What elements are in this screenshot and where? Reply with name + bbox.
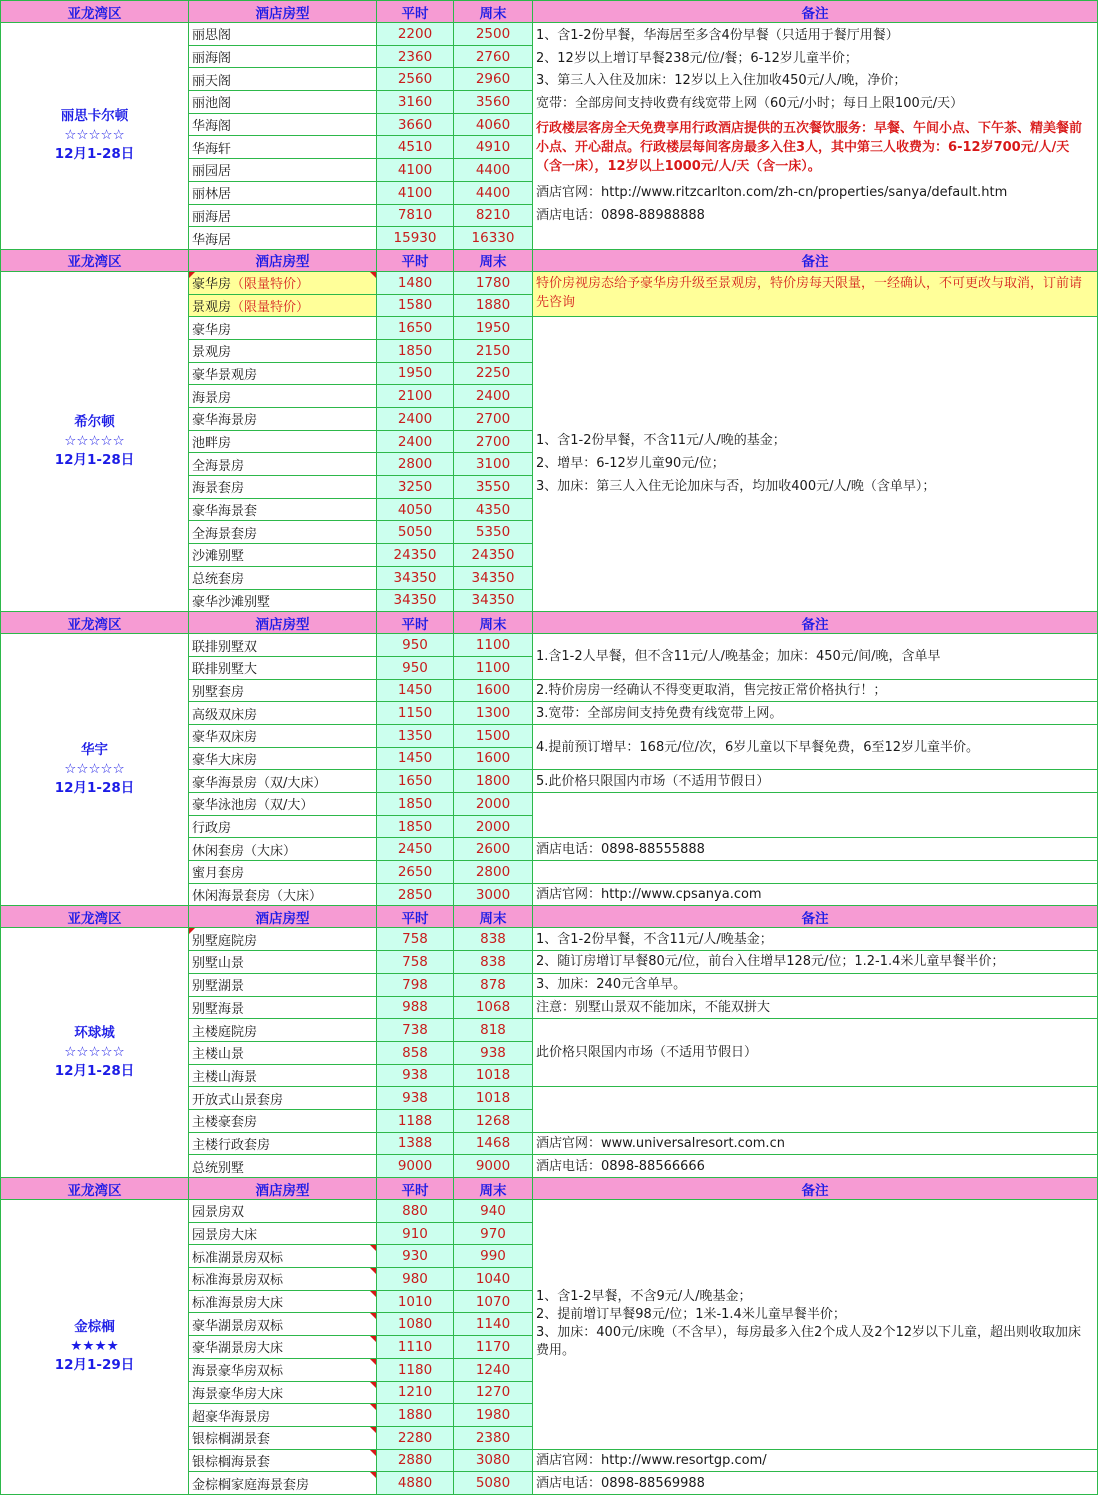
weekend-price: 818 xyxy=(454,1019,533,1042)
weekday-price: 2850 xyxy=(377,883,454,906)
weekend-header: 周末 xyxy=(454,906,533,928)
weekday-price: 1210 xyxy=(377,1381,454,1404)
hotel-website: 酒店官网：www.universalresort.com.cn xyxy=(533,1132,1098,1155)
weekday-price: 5050 xyxy=(377,521,454,544)
weekend-price: 5080 xyxy=(454,1472,533,1495)
room-name: 豪华海景套 xyxy=(189,498,377,521)
weekday-price: 2880 xyxy=(377,1449,454,1472)
weekday-price: 3660 xyxy=(377,113,454,136)
special-price-note: 特价房视房态给予豪华房升级至景观房，特价房每天限量，一经确认，不可更改与取消，订前请先咨询 xyxy=(533,271,1098,316)
weekday-price: 7810 xyxy=(377,204,454,227)
weekend-price: 3560 xyxy=(454,91,533,114)
weekday-price: 4050 xyxy=(377,498,454,521)
room-name: 标准海景房双标 xyxy=(189,1268,377,1291)
room-name: 豪华大床房 xyxy=(189,747,377,770)
room-name: 豪华房 xyxy=(189,317,377,340)
room-name: 主楼山海景 xyxy=(189,1064,377,1087)
room-name: 标准湖景房双标 xyxy=(189,1245,377,1268)
room-name: 金棕榈家庭海景套房 xyxy=(189,1472,377,1495)
note-line: 注意：别墅山景双不能加床，不能双拼大 xyxy=(533,996,1098,1019)
room-name: 开放式山景套房 xyxy=(189,1087,377,1110)
weekend-price: 1600 xyxy=(454,747,533,770)
weekend-price: 2960 xyxy=(454,68,533,91)
weekend-price: 4910 xyxy=(454,136,533,159)
room-name: 海景豪华房双标 xyxy=(189,1358,377,1381)
weekday-price: 950 xyxy=(377,634,454,657)
room-type-header: 酒店房型 xyxy=(189,906,377,928)
weekday-price: 1850 xyxy=(377,339,454,362)
hotel-dates: 12月1-28日 xyxy=(54,1063,135,1080)
note-blank xyxy=(533,1087,1098,1132)
room-name: 海景房 xyxy=(189,385,377,408)
hotel-dates: 12月1-28日 xyxy=(54,780,135,797)
note-line: 2、随订房增订早餐80元/位，前台入住增早128元/位；1.2-1.4米儿童早餐半价； xyxy=(533,951,1098,974)
room-name: 丽思阁 xyxy=(189,23,377,46)
weekday-price: 34350 xyxy=(377,589,454,612)
weekend-price: 1880 xyxy=(454,294,533,317)
weekday-header: 平时 xyxy=(377,612,454,634)
room-name: 豪华海景房（双/大床） xyxy=(189,770,377,793)
weekend-price: 1270 xyxy=(454,1381,533,1404)
weekday-price: 1180 xyxy=(377,1358,454,1381)
room-name: 豪华湖景房双标 xyxy=(189,1313,377,1336)
weekday-header: 平时 xyxy=(377,1,454,23)
note-line: 5.此价格只限国内市场（不适用节假日） xyxy=(533,770,1098,793)
room-name: 豪华湖景房大床 xyxy=(189,1336,377,1359)
room-name: 池畔房 xyxy=(189,430,377,453)
weekend-price: 2600 xyxy=(454,838,533,861)
hotel-website: 酒店官网：http://www.cpsanya.com xyxy=(533,883,1098,906)
weekend-header: 周末 xyxy=(454,1,533,23)
weekend-price: 1268 xyxy=(454,1109,533,1132)
weekday-price: 910 xyxy=(377,1222,454,1245)
room-type-header: 酒店房型 xyxy=(189,1178,377,1200)
note-line: 2.特价房房一经确认不得变更取消，售完按正常价格执行！； xyxy=(533,679,1098,702)
weekday-price: 1010 xyxy=(377,1290,454,1313)
area-header: 亚龙湾区 xyxy=(1,612,189,634)
room-name: 主楼庭院房 xyxy=(189,1019,377,1042)
weekend-price: 3000 xyxy=(454,883,533,906)
room-name: 蜜月套房 xyxy=(189,861,377,884)
room-name: 总统别墅 xyxy=(189,1155,377,1178)
hotel-info-cell xyxy=(1,271,189,611)
weekend-price: 2500 xyxy=(454,23,533,46)
weekday-price: 2560 xyxy=(377,68,454,91)
weekend-price: 8210 xyxy=(454,204,533,227)
notes-header: 备注 xyxy=(533,249,1098,271)
room-name: 别墅庭院房 xyxy=(189,928,377,951)
weekday-price: 1350 xyxy=(377,724,454,747)
weekend-price: 1468 xyxy=(454,1132,533,1155)
table-row xyxy=(1,1200,1098,1223)
weekend-price: 4060 xyxy=(454,113,533,136)
note-line: 1、含1-2份早餐，华海居至多含4份早餐（只适用于餐厅用餐） xyxy=(536,28,899,43)
room-name: 华海轩 xyxy=(189,136,377,159)
weekday-price: 1950 xyxy=(377,362,454,385)
section-header xyxy=(1,249,1098,271)
room-name: 联排别墅大 xyxy=(189,656,377,679)
weekday-price: 988 xyxy=(377,996,454,1019)
weekday-price: 2100 xyxy=(377,385,454,408)
room-name xyxy=(189,294,377,317)
weekend-price: 2380 xyxy=(454,1426,533,1449)
weekend-price: 2700 xyxy=(454,430,533,453)
weekend-price: 1800 xyxy=(454,770,533,793)
room-name: 海景豪华房大床 xyxy=(189,1381,377,1404)
room-name: 豪华泳池房（双/大） xyxy=(189,793,377,816)
weekday-header: 平时 xyxy=(377,906,454,928)
weekend-price: 16330 xyxy=(454,227,533,250)
weekday-price: 3250 xyxy=(377,476,454,499)
weekday-price: 738 xyxy=(377,1019,454,1042)
weekend-price: 838 xyxy=(454,928,533,951)
room-type-header: 酒店房型 xyxy=(189,1,377,23)
notes-header: 备注 xyxy=(533,612,1098,634)
weekend-price: 2400 xyxy=(454,385,533,408)
room-name: 休闲套房（大床） xyxy=(189,838,377,861)
special-tag: （限量特价） xyxy=(231,299,310,315)
weekend-price: 4400 xyxy=(454,159,533,182)
weekday-price: 9000 xyxy=(377,1155,454,1178)
weekend-price: 878 xyxy=(454,973,533,996)
weekday-price: 4100 xyxy=(377,181,454,204)
weekday-price: 858 xyxy=(377,1041,454,1064)
weekend-price: 2150 xyxy=(454,339,533,362)
room-name: 休闲海景套房（大床） xyxy=(189,883,377,906)
hotel-phone: 酒店电话：0898-88555888 xyxy=(533,838,1098,861)
weekend-price: 1950 xyxy=(454,317,533,340)
weekday-price: 24350 xyxy=(377,544,454,567)
weekday-price: 1880 xyxy=(377,1404,454,1427)
hotel-stars: ★★★★ xyxy=(70,1338,119,1355)
notes-cell xyxy=(533,23,1098,250)
special-tag: （限量特价） xyxy=(231,277,310,293)
note-line: 3、第三人入住及加床：12岁以上入住加收450元/人/晚，净价； xyxy=(536,73,907,89)
weekend-price: 3550 xyxy=(454,476,533,499)
weekday-price: 1650 xyxy=(377,770,454,793)
hotel-phone: 酒店电话：0898-88988888 xyxy=(536,207,705,223)
table-row xyxy=(1,23,1098,46)
weekend-price: 5350 xyxy=(454,521,533,544)
weekday-header: 平时 xyxy=(377,249,454,271)
weekend-price: 2000 xyxy=(454,793,533,816)
room-name: 总统套房 xyxy=(189,566,377,589)
hotel-phone: 酒店电话：0898-88566666 xyxy=(533,1155,1098,1178)
weekday-price: 1580 xyxy=(377,294,454,317)
hotel-info-cell xyxy=(1,928,189,1178)
room-name: 银棕榈湖景套 xyxy=(189,1426,377,1449)
section-header xyxy=(1,612,1098,634)
notes-cell xyxy=(533,1200,1098,1450)
weekday-price: 2200 xyxy=(377,23,454,46)
weekend-price: 2000 xyxy=(454,815,533,838)
executive-floor-note: 行政楼层客房全天免费享用行政酒店提供的五次餐饮服务：早餐、午间小点、下午茶、精美餐前小点、开心甜点。行政楼层每间客房最多入住3人，其中第三人收费为：6-12岁700元/人/天（含一床），12岁以上1000元/人/天（含一床）。 xyxy=(536,120,1083,174)
weekend-price: 4400 xyxy=(454,181,533,204)
weekday-price: 980 xyxy=(377,1268,454,1291)
weekend-price: 990 xyxy=(454,1245,533,1268)
room-name: 主楼山景 xyxy=(189,1041,377,1064)
weekday-price: 15930 xyxy=(377,227,454,250)
weekend-price: 1070 xyxy=(454,1290,533,1313)
weekday-price: 950 xyxy=(377,656,454,679)
weekend-price: 940 xyxy=(454,1200,533,1223)
note-line: 3、加床：400元/床晚（不含早），每房最多入住2个成人及2个12岁以下儿童，超出则收取加床费用。 xyxy=(536,1325,1082,1359)
room-name: 园景房双 xyxy=(189,1200,377,1223)
hotel-stars: ☆☆☆☆☆ xyxy=(64,433,125,450)
section-header xyxy=(1,1,1098,23)
weekend-header: 周末 xyxy=(454,612,533,634)
weekend-price: 1980 xyxy=(454,1404,533,1427)
weekend-price: 1780 xyxy=(454,271,533,294)
weekend-price: 34350 xyxy=(454,566,533,589)
hotel-name: 希尔顿 xyxy=(74,414,115,431)
hotel-info-cell xyxy=(1,23,189,250)
weekend-price: 1300 xyxy=(454,702,533,725)
note-line: 宽带：全部房间支持收费有线宽带上网（60元/小时；每日上限100元/天） xyxy=(536,96,964,112)
weekend-price: 9000 xyxy=(454,1155,533,1178)
room-name: 主楼豪套房 xyxy=(189,1109,377,1132)
hotel-name: 华宇 xyxy=(81,742,108,759)
hotel-website: 酒店官网：http://www.ritzcarlton.com/zh-cn/properties/sanya/default.htm xyxy=(536,184,1008,200)
room-name: 行政房 xyxy=(189,815,377,838)
weekday-price: 1110 xyxy=(377,1336,454,1359)
room-name: 联排别墅双 xyxy=(189,634,377,657)
notes-header: 备注 xyxy=(533,906,1098,928)
weekday-price: 1850 xyxy=(377,793,454,816)
area-header: 亚龙湾区 xyxy=(1,1,189,23)
weekday-price: 1650 xyxy=(377,317,454,340)
hotel-name: 环球城 xyxy=(74,1025,115,1042)
table-row xyxy=(1,271,1098,294)
weekend-price: 1018 xyxy=(454,1064,533,1087)
room-type-header: 酒店房型 xyxy=(189,249,377,271)
weekend-price: 2760 xyxy=(454,45,533,68)
weekday-price: 2360 xyxy=(377,45,454,68)
note-line: 3、加床：240元含单早。 xyxy=(533,973,1098,996)
room-name: 丽池阁 xyxy=(189,91,377,114)
room-name: 沙滩别墅 xyxy=(189,544,377,567)
note-line: 2、增早：6-12岁儿童90元/位； xyxy=(536,455,725,471)
room-name: 海景套房 xyxy=(189,476,377,499)
weekend-price: 1068 xyxy=(454,996,533,1019)
room-name-text: 豪华房 xyxy=(192,277,232,293)
weekday-price: 1450 xyxy=(377,747,454,770)
weekday-header: 平时 xyxy=(377,1178,454,1200)
hotel-name: 丽思卡尔顿 xyxy=(60,108,129,125)
section-header xyxy=(1,1178,1098,1200)
weekend-header: 周末 xyxy=(454,249,533,271)
weekend-price: 1040 xyxy=(454,1268,533,1291)
weekend-price: 1100 xyxy=(454,634,533,657)
notes-header: 备注 xyxy=(533,1,1098,23)
room-name: 园景房大床 xyxy=(189,1222,377,1245)
weekend-price: 3100 xyxy=(454,453,533,476)
room-name-text: 景观房 xyxy=(192,299,232,315)
area-header: 亚龙湾区 xyxy=(1,249,189,271)
room-name: 丽海居 xyxy=(189,204,377,227)
room-name: 丽海阁 xyxy=(189,45,377,68)
table-row xyxy=(1,634,1098,657)
room-name: 别墅山景 xyxy=(189,951,377,974)
hotel-name: 金棕榈 xyxy=(74,1319,115,1336)
room-name: 丽园居 xyxy=(189,159,377,182)
note-line: 2、12岁以上增订早餐238元/位/餐；6-12岁儿童半价； xyxy=(536,50,858,66)
weekday-price: 1480 xyxy=(377,271,454,294)
weekday-price: 938 xyxy=(377,1087,454,1110)
note-line: 1.含1-2人早餐，但不含11元/人/晚基金；加床：450元/间/晚，含单早 xyxy=(533,634,1098,679)
weekend-price: 2800 xyxy=(454,861,533,884)
weekday-price: 1080 xyxy=(377,1313,454,1336)
room-name: 高级双床房 xyxy=(189,702,377,725)
note-blank xyxy=(533,793,1098,838)
weekday-price: 798 xyxy=(377,973,454,996)
hotel-stars: ☆☆☆☆☆ xyxy=(64,127,125,144)
weekend-price: 1100 xyxy=(454,656,533,679)
room-name: 全海景房 xyxy=(189,453,377,476)
note-line: 3.宽带：全部房间支持免费有线宽带上网。 xyxy=(533,702,1098,725)
room-name: 丽林居 xyxy=(189,181,377,204)
weekday-price: 4510 xyxy=(377,136,454,159)
weekend-price: 838 xyxy=(454,951,533,974)
hotel-stars: ☆☆☆☆☆ xyxy=(64,1044,125,1061)
note-line: 2、提前增订早餐98元/位；1米-1.4米儿童早餐半价； xyxy=(536,1307,846,1323)
room-name: 主楼行政套房 xyxy=(189,1132,377,1155)
notes-header: 备注 xyxy=(533,1178,1098,1200)
weekday-price: 34350 xyxy=(377,566,454,589)
weekend-price: 2250 xyxy=(454,362,533,385)
weekend-price: 34350 xyxy=(454,589,533,612)
weekend-price: 1500 xyxy=(454,724,533,747)
weekday-price: 930 xyxy=(377,1245,454,1268)
hotel-dates: 12月1-29日 xyxy=(54,1357,135,1374)
note-line: 4.提前预订增早：168元/位/次，6岁儿童以下早餐免费，6至12岁儿童半价。 xyxy=(533,724,1098,769)
note-line: 1、含1-2份早餐，不含11元/人/晚的基金； xyxy=(536,433,786,449)
note-blank xyxy=(533,861,1098,884)
room-name: 别墅湖景 xyxy=(189,973,377,996)
hotel-dates: 12月1-28日 xyxy=(54,452,135,469)
weekend-header: 周末 xyxy=(454,1178,533,1200)
room-name: 标准海景房大床 xyxy=(189,1290,377,1313)
weekday-price: 2650 xyxy=(377,861,454,884)
weekend-price: 1600 xyxy=(454,679,533,702)
room-name: 别墅海景 xyxy=(189,996,377,1019)
table-row xyxy=(1,928,1098,951)
hotel-info-cell xyxy=(1,634,189,906)
room-name: 丽天阁 xyxy=(189,68,377,91)
room-name: 景观房 xyxy=(189,339,377,362)
weekday-price: 2400 xyxy=(377,408,454,431)
weekday-price: 758 xyxy=(377,951,454,974)
room-name: 全海景套房 xyxy=(189,521,377,544)
weekend-price: 1240 xyxy=(454,1358,533,1381)
hotel-dates: 12月1-28日 xyxy=(54,146,135,163)
weekday-price: 2450 xyxy=(377,838,454,861)
notes-cell xyxy=(533,317,1098,612)
weekday-price: 1150 xyxy=(377,702,454,725)
weekday-price: 1450 xyxy=(377,679,454,702)
note-line: 此价格只限国内市场（不适用节假日） xyxy=(533,1019,1098,1087)
room-type-header: 酒店房型 xyxy=(189,612,377,634)
hotel-stars: ☆☆☆☆☆ xyxy=(64,761,125,778)
hotel-phone: 酒店电话：0898-88569988 xyxy=(533,1472,1098,1495)
weekday-price: 1850 xyxy=(377,815,454,838)
note-line: 1、含1-2早餐，不含9元/人/晚基金； xyxy=(536,1289,752,1305)
hotel-info-cell xyxy=(1,1200,189,1495)
hotel-website: 酒店官网：http://www.resortgp.com/ xyxy=(533,1449,1098,1472)
section-header xyxy=(1,906,1098,928)
weekday-price: 938 xyxy=(377,1064,454,1087)
weekday-price: 2800 xyxy=(377,453,454,476)
room-name: 豪华景观房 xyxy=(189,362,377,385)
weekend-price: 938 xyxy=(454,1041,533,1064)
weekday-price: 1388 xyxy=(377,1132,454,1155)
room-name: 豪华双床房 xyxy=(189,724,377,747)
room-name: 别墅套房 xyxy=(189,679,377,702)
weekend-price: 3080 xyxy=(454,1449,533,1472)
note-line: 3、加床：第三人入住无论加床与否，均加收400元/人/晚（含单早）； xyxy=(536,478,936,494)
room-name: 超豪华海景房 xyxy=(189,1404,377,1427)
weekday-price: 2280 xyxy=(377,1426,454,1449)
weekend-price: 2700 xyxy=(454,408,533,431)
weekend-price: 4350 xyxy=(454,498,533,521)
area-header: 亚龙湾区 xyxy=(1,1178,189,1200)
room-name: 华海阁 xyxy=(189,113,377,136)
room-name: 豪华沙滩别墅 xyxy=(189,589,377,612)
room-name: 华海居 xyxy=(189,227,377,250)
weekday-price: 880 xyxy=(377,1200,454,1223)
weekend-price: 1170 xyxy=(454,1336,533,1359)
weekday-price: 758 xyxy=(377,928,454,951)
room-name xyxy=(189,271,377,294)
weekend-price: 24350 xyxy=(454,544,533,567)
room-name: 豪华海景房 xyxy=(189,408,377,431)
weekend-price: 1140 xyxy=(454,1313,533,1336)
weekday-price: 4100 xyxy=(377,159,454,182)
room-name: 银棕榈海景套 xyxy=(189,1449,377,1472)
area-header: 亚龙湾区 xyxy=(1,906,189,928)
weekday-price: 2400 xyxy=(377,430,454,453)
weekend-price: 970 xyxy=(454,1222,533,1245)
weekday-price: 1188 xyxy=(377,1109,454,1132)
note-line: 1、含1-2份早餐，不含11元/人/晚基金； xyxy=(533,928,1098,951)
weekday-price: 4880 xyxy=(377,1472,454,1495)
weekday-price: 3160 xyxy=(377,91,454,114)
weekend-price: 1018 xyxy=(454,1087,533,1110)
